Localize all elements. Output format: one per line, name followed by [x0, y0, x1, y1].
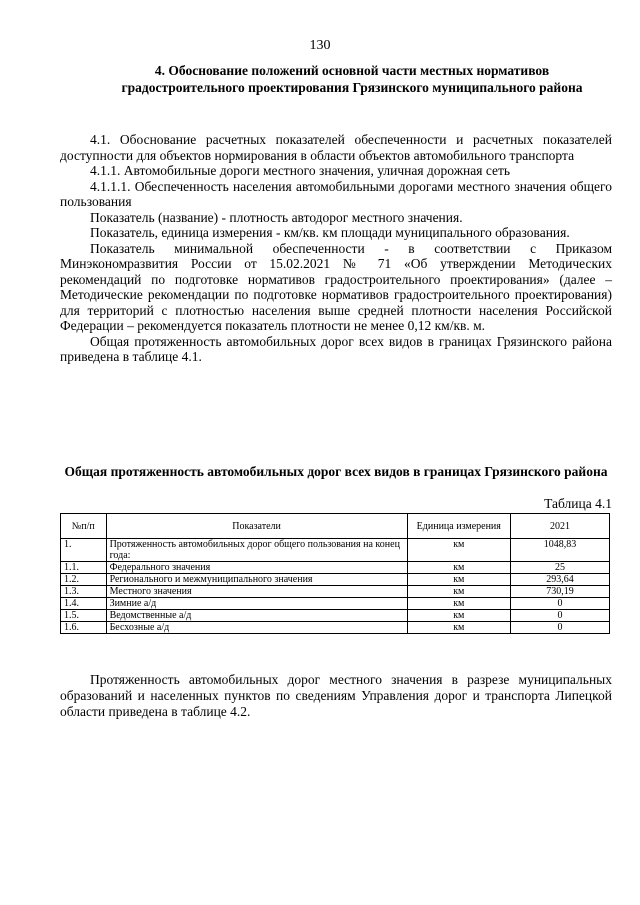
paragraph: Показатель, единица измерения - км/кв. км площади муниципального образования. [90, 225, 570, 240]
paragraph: Показатель (название) - плотность автодорог местного значения. [90, 209, 463, 225]
row-number: 1.5. [61, 610, 107, 622]
row-value: 293,64 [511, 574, 610, 586]
row-unit: км [407, 598, 510, 610]
paragraph: 4.1. Обоснование расчетных показателей обеспеченности и расчетных показателей доступности для объектов нормирования в области объектов автомобильного транспорта [60, 132, 612, 163]
row-value: 730,19 [511, 586, 610, 598]
row-unit: км [407, 574, 510, 586]
column-header-year: 2021 [511, 514, 610, 539]
row-value: 0 [511, 598, 610, 610]
row-unit: км [407, 610, 510, 622]
column-header-unit: Единица измерения [407, 514, 510, 539]
paragraph: 4.1.1.1. Обеспеченность населения автомобильными дорогами местного значения общего пользования [60, 178, 612, 209]
column-header-indicators: Показатели [106, 514, 407, 539]
row-value: 1048,83 [511, 539, 610, 562]
row-unit: км [407, 539, 510, 562]
row-number: 1.4. [61, 598, 107, 610]
paragraph: Общая протяженность автомобильных дорог всех видов в границах Грязинского района приведена в таблице 4.1. [60, 333, 612, 364]
table-row [61, 622, 610, 634]
page-number: 130 [309, 38, 331, 53]
row-indicator: Регионального и межмуниципального значения [106, 574, 407, 586]
row-indicator: Ведомственные а/д [106, 610, 407, 622]
road-length-table [60, 513, 610, 634]
table-row [61, 610, 610, 622]
table-row [61, 598, 610, 610]
row-indicator: Местного значения [106, 586, 407, 598]
row-number: 1.1. [61, 562, 107, 574]
table-caption: Таблица 4.1 [544, 496, 612, 511]
table-row [61, 562, 610, 574]
row-indicator: Федерального значения [106, 562, 407, 574]
row-unit: км [407, 562, 510, 574]
closing-text [60, 672, 612, 720]
row-number: 1.2. [61, 574, 107, 586]
row-value: 0 [511, 610, 610, 622]
table-row [61, 586, 610, 598]
row-value: 25 [511, 562, 610, 574]
row-number: 1.6. [61, 622, 107, 634]
row-number: 1.3. [61, 586, 107, 598]
section-title: 4. Обоснование положений основной части местных нормативов градостроительного проектирования Грязинского муниципального района [121, 63, 583, 95]
column-header-number: №п/п [61, 514, 107, 539]
table-title: Общая протяженность автомобильных дорог всех видов в границах Грязинского района [64, 464, 608, 479]
paragraph: 4.1.1. Автомобильные дороги местного значения, уличная дорожная сеть [90, 163, 511, 178]
row-value: 0 [511, 622, 610, 634]
row-unit: км [407, 622, 510, 634]
row-indicator: Зимние а/д [106, 598, 407, 610]
row-indicator: Бесхозные а/д [106, 622, 407, 634]
table-row [61, 574, 610, 586]
body-text [60, 132, 612, 365]
row-number: 1. [61, 539, 107, 562]
paragraph: Протяженность автомобильных дорог местного значения в разрезе муниципальных образований и населенных пунктов по сведениям Управления дорог и транспорта Липецкой области приведена в таблице 4.2. [60, 672, 612, 719]
row-unit: км [407, 586, 510, 598]
paragraph: Показатель минимальной обеспеченности - в соответствии с Приказом Минэкономразвития России от 15.02.2021 № 71 «Об утверждении Методических рекомендаций по подготовке нормативов градостроительного проектирования» (далее – Методические рекомендации по подготовке нормативов градостроительного проектирования) для территорий с плотностью населения выше средней плотности населения Российской Федерации – рекомендуется показатель плотности не менее 0,12 км/кв. м. [60, 240, 612, 333]
table-row [61, 539, 610, 562]
row-indicator: Протяженность автомобильных дорог общего пользования на конец года: [106, 539, 407, 562]
table-header-row [61, 514, 610, 539]
